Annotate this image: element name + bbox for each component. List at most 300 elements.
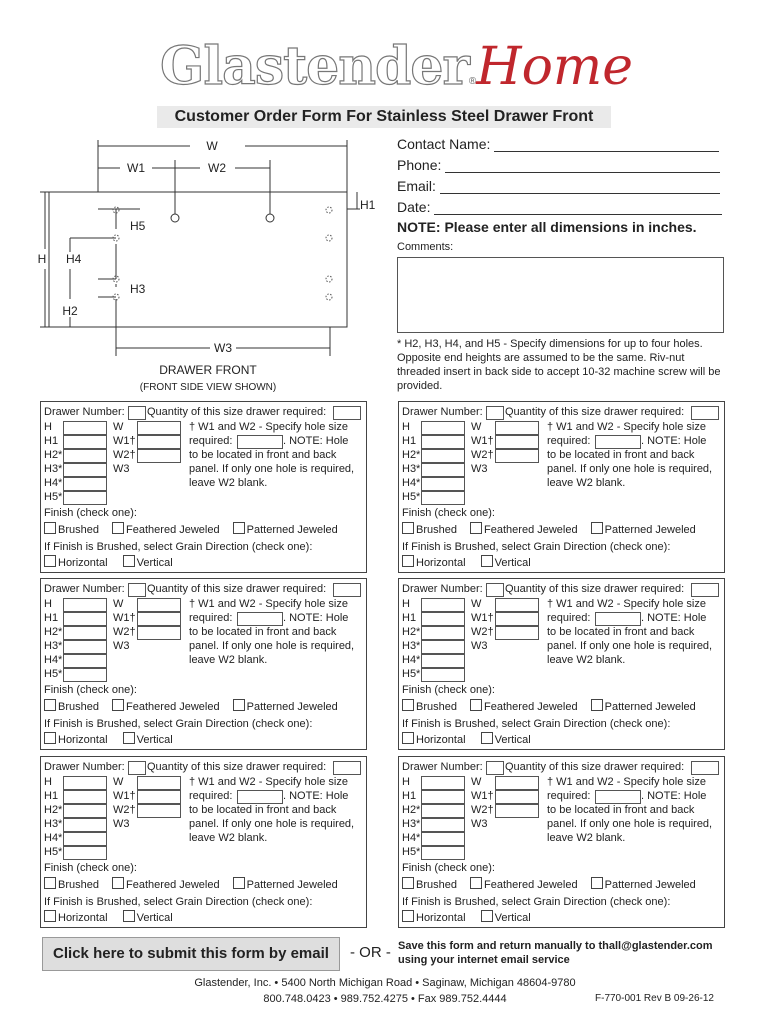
w2-field[interactable]	[495, 449, 539, 463]
order-block	[398, 578, 725, 750]
drawer-number-field[interactable]	[486, 761, 504, 775]
hole-note-2a: required:	[547, 612, 591, 624]
finish-brushed-label: Brushed	[58, 701, 99, 713]
w2-field[interactable]	[137, 626, 181, 640]
h3-field[interactable]	[421, 818, 465, 832]
grain-horizontal-label: Horizontal	[58, 557, 108, 569]
h4-field[interactable]	[63, 654, 107, 668]
h4-label: H4*	[44, 832, 63, 844]
w-label: W	[113, 421, 124, 433]
grain-vertical-checkbox[interactable]	[481, 910, 493, 922]
h4-field[interactable]	[63, 477, 107, 491]
w3-label: W3	[113, 640, 130, 652]
w1-label: W1†	[471, 435, 494, 447]
w1-field[interactable]	[137, 435, 181, 449]
finish-label: Finish (check one):	[44, 507, 137, 519]
h3-field[interactable]	[421, 463, 465, 477]
grain-vertical-checkbox[interactable]	[481, 555, 493, 567]
hole-note-1: † W1 and W2 - Specify hole size	[547, 421, 706, 433]
h-field[interactable]	[421, 598, 465, 612]
w2-label: W2†	[471, 449, 494, 461]
h4-field[interactable]	[421, 477, 465, 491]
drawer-number-label: Drawer Number:	[402, 406, 483, 418]
finish-patterned-label: Patterned Jeweled	[604, 524, 696, 536]
grain-vertical-checkbox[interactable]	[123, 910, 135, 922]
h1-label: H1	[44, 790, 59, 802]
drawer-number-label: Drawer Number:	[402, 583, 483, 595]
grain-vertical-checkbox[interactable]	[123, 732, 135, 744]
w1-label: W1†	[471, 790, 494, 802]
date-row	[397, 199, 722, 215]
grain-horizontal-checkbox[interactable]	[402, 910, 414, 922]
quantity-label: Quantity of this size drawer required:	[505, 583, 685, 595]
h1-label: H1	[44, 435, 59, 447]
hole-note-2b: . NOTE: Hole	[283, 790, 349, 802]
h5-field[interactable]	[421, 846, 465, 860]
submit-email-button[interactable]: Click here to submit this form by email	[42, 937, 340, 971]
w1-field[interactable]	[495, 612, 539, 626]
email-row	[397, 178, 720, 194]
finish-feathered-label: Feathered Jeweled	[126, 701, 220, 713]
h4-label: H4*	[402, 832, 421, 844]
hole-note-4: panel. If only one hole is required,	[189, 640, 355, 652]
finish-feathered-label: Feathered Jeweled	[484, 879, 578, 891]
finish-patterned-label: Patterned Jeweled	[246, 879, 338, 891]
phone-label: Phone:	[397, 157, 442, 173]
w-field[interactable]	[137, 421, 181, 435]
contact-name-field[interactable]	[494, 137, 719, 152]
quantity-field[interactable]	[691, 583, 719, 597]
drawer-number-field[interactable]	[128, 406, 146, 420]
label-h5: H5	[130, 219, 146, 233]
finish-brushed-checkbox[interactable]	[402, 522, 414, 534]
drawer-number-label: Drawer Number:	[44, 406, 125, 418]
hole-right-2	[326, 235, 332, 241]
hole-note-3: to be located in front and back	[189, 626, 337, 638]
grain-vertical-checkbox[interactable]	[481, 732, 493, 744]
h5-field[interactable]	[63, 491, 107, 505]
order-block	[40, 578, 367, 750]
hole-note-2a: required:	[189, 790, 233, 802]
quantity-field[interactable]	[333, 406, 361, 420]
finish-patterned-label: Patterned Jeweled	[604, 701, 696, 713]
label-w3: W3	[214, 341, 232, 355]
finish-patterned-checkbox[interactable]	[591, 522, 603, 534]
order-block	[40, 756, 367, 928]
grain-horizontal-label: Horizontal	[58, 734, 108, 746]
dimension-note: NOTE: Please enter all dimensions in inches.	[397, 219, 697, 235]
h1-field[interactable]	[63, 435, 107, 449]
h5-label: H5*	[44, 668, 63, 680]
finish-patterned-label: Patterned Jeweled	[246, 701, 338, 713]
finish-feathered-label: Feathered Jeweled	[484, 524, 578, 536]
finish-label: Finish (check one):	[402, 862, 495, 874]
hole-note-3: to be located in front and back	[547, 449, 695, 461]
grain-label: If Finish is Brushed, select Grain Direction (check one):	[44, 541, 313, 553]
h1-label: H1	[402, 790, 417, 802]
h5-label: H5*	[402, 668, 421, 680]
h5-field[interactable]	[63, 668, 107, 682]
grain-vertical-label: Vertical	[494, 912, 531, 924]
w1-field[interactable]	[137, 612, 181, 626]
w2-field[interactable]	[137, 449, 181, 463]
finish-feathered-checkbox[interactable]	[470, 877, 482, 889]
h3-label: H3*	[402, 463, 421, 475]
grain-label: If Finish is Brushed, select Grain Direction (check one):	[402, 718, 671, 730]
finish-feathered-checkbox[interactable]	[112, 699, 124, 711]
label-w1: W1	[127, 161, 145, 175]
grain-horizontal-checkbox[interactable]	[44, 732, 56, 744]
hole-w2	[266, 214, 274, 222]
finish-brushed-label: Brushed	[58, 524, 99, 536]
h2-label: H2*	[44, 626, 63, 638]
label-h: H	[37, 252, 47, 266]
w1-label: W1†	[471, 612, 494, 624]
h4-label: H4*	[44, 654, 63, 666]
h2-field[interactable]	[63, 626, 107, 640]
form-id: F-770-001 Rev B 09-26-12	[595, 993, 714, 1004]
w3-label: W3	[471, 463, 488, 475]
h2-label: H2*	[44, 449, 63, 461]
hole-size-field[interactable]	[595, 790, 641, 804]
w-label: W	[113, 776, 124, 788]
hole-note-5: leave W2 blank.	[189, 654, 268, 666]
grain-horizontal-label: Horizontal	[58, 912, 108, 924]
finish-brushed-checkbox[interactable]	[402, 699, 414, 711]
order-block	[40, 401, 367, 573]
grain-label: If Finish is Brushed, select Grain Direction (check one):	[44, 718, 313, 730]
w1-label: W1†	[113, 790, 136, 802]
order-block	[398, 401, 725, 573]
hole-size-field[interactable]	[237, 435, 283, 449]
h5-field[interactable]	[63, 846, 107, 860]
label-h1: H1	[360, 198, 376, 212]
quantity-label: Quantity of this size drawer required:	[505, 761, 685, 773]
email-field[interactable]	[440, 179, 720, 194]
h2-field[interactable]	[421, 804, 465, 818]
w1-label: W1†	[113, 612, 136, 624]
logo-glastender: Glastender	[160, 36, 469, 97]
w-label: W	[471, 598, 482, 610]
finish-label: Finish (check one):	[44, 862, 137, 874]
hole-note-1: † W1 and W2 - Specify hole size	[189, 421, 348, 433]
finish-feathered-label: Feathered Jeweled	[126, 879, 220, 891]
h2-field[interactable]	[63, 449, 107, 463]
drawer-number-field[interactable]	[128, 583, 146, 597]
label-h2: H2	[62, 304, 78, 318]
grain-vertical-label: Vertical	[136, 734, 173, 746]
drawer-front-outline	[49, 192, 347, 327]
drawer-number-field[interactable]	[128, 761, 146, 775]
h-label: H	[44, 421, 52, 433]
h1-label: H1	[402, 612, 417, 624]
h1-field[interactable]	[421, 790, 465, 804]
hole-note-2b: . NOTE: Hole	[641, 790, 707, 802]
finish-patterned-checkbox[interactable]	[591, 877, 603, 889]
hole-note-1: † W1 and W2 - Specify hole size	[547, 598, 706, 610]
hole-note-5: leave W2 blank.	[547, 832, 626, 844]
h5-field[interactable]	[421, 668, 465, 682]
h-field[interactable]	[421, 421, 465, 435]
grain-vertical-label: Vertical	[136, 557, 173, 569]
hole-note-2b: . NOTE: Hole	[283, 435, 349, 447]
w2-field[interactable]	[137, 804, 181, 818]
w1-label: W1†	[113, 435, 136, 447]
diagram-caption: DRAWER FRONT	[159, 363, 257, 377]
logo	[160, 36, 634, 97]
h4-label: H4*	[402, 477, 421, 489]
h-label: H	[44, 598, 52, 610]
quantity-field[interactable]	[333, 583, 361, 597]
h3-field[interactable]	[63, 818, 107, 832]
order-block	[398, 756, 725, 928]
label-w2: W2	[208, 161, 226, 175]
date-field[interactable]	[434, 200, 722, 215]
hole-note-5: leave W2 blank.	[547, 654, 626, 666]
hole-note-4: panel. If only one hole is required,	[547, 640, 713, 652]
w-field[interactable]	[137, 776, 181, 790]
h-label: H	[44, 776, 52, 788]
hole-note-3: to be located in front and back	[189, 804, 337, 816]
w2-label: W2†	[113, 449, 136, 461]
w3-label: W3	[471, 640, 488, 652]
h3-label: H3*	[402, 818, 421, 830]
h-field[interactable]	[63, 776, 107, 790]
w-label: W	[113, 598, 124, 610]
hole-size-field[interactable]	[595, 612, 641, 626]
h3-label: H3*	[44, 818, 63, 830]
grain-horizontal-checkbox[interactable]	[44, 555, 56, 567]
comments-field[interactable]	[397, 257, 724, 333]
quantity-label: Quantity of this size drawer required:	[147, 583, 327, 595]
h3-field[interactable]	[63, 640, 107, 654]
finish-feathered-label: Feathered Jeweled	[126, 524, 220, 536]
w3-label: W3	[471, 818, 488, 830]
grain-vertical-label: Vertical	[136, 912, 173, 924]
hole-w1	[171, 214, 179, 222]
h4-field[interactable]	[421, 832, 465, 846]
hole-note-4: panel. If only one hole is required,	[189, 463, 355, 475]
w2-field[interactable]	[495, 804, 539, 818]
h4-field[interactable]	[63, 832, 107, 846]
hole-note-2b: . NOTE: Hole	[641, 612, 707, 624]
email-label: Email:	[397, 178, 436, 194]
h4-field[interactable]	[421, 654, 465, 668]
h3-label: H3*	[402, 640, 421, 652]
finish-brushed-checkbox[interactable]	[44, 522, 56, 534]
w3-label: W3	[113, 818, 130, 830]
w-field[interactable]	[495, 776, 539, 790]
h1-field[interactable]	[421, 435, 465, 449]
hole-note-5: leave W2 blank.	[547, 477, 626, 489]
finish-patterned-label: Patterned Jeweled	[604, 879, 696, 891]
h1-label: H1	[402, 435, 417, 447]
h-field[interactable]	[63, 421, 107, 435]
grain-horizontal-checkbox[interactable]	[44, 910, 56, 922]
hole-size-field[interactable]	[237, 790, 283, 804]
quantity-label: Quantity of this size drawer required:	[147, 406, 327, 418]
phone-field[interactable]	[445, 158, 720, 173]
hole-size-field[interactable]	[595, 435, 641, 449]
hole-note-2a: required:	[189, 612, 233, 624]
hole-right-1	[326, 207, 332, 213]
h-field[interactable]	[63, 598, 107, 612]
label-h3: H3	[130, 282, 146, 296]
finish-brushed-label: Brushed	[416, 524, 457, 536]
w1-field[interactable]	[495, 790, 539, 804]
h2-field[interactable]	[421, 449, 465, 463]
page-title: Customer Order Form For Stainless Steel Drawer Front	[174, 108, 594, 125]
hole-note-2b: . NOTE: Hole	[283, 612, 349, 624]
h4-label: H4*	[44, 477, 63, 489]
h-label: H	[402, 776, 410, 788]
grain-label: If Finish is Brushed, select Grain Direction (check one):	[402, 541, 671, 553]
drawer-number-field[interactable]	[486, 406, 504, 420]
w-label: W	[471, 776, 482, 788]
quantity-label: Quantity of this size drawer required:	[505, 406, 685, 418]
w2-field[interactable]	[495, 626, 539, 640]
h2-label: H2*	[402, 449, 421, 461]
hole-note-3: to be located in front and back	[547, 804, 695, 816]
hole-size-field[interactable]	[237, 612, 283, 626]
label-w: W	[206, 139, 218, 153]
h4-label: H4*	[402, 654, 421, 666]
hole-note-2b: . NOTE: Hole	[641, 435, 707, 447]
comments-label: Comments:	[397, 241, 454, 253]
finish-patterned-checkbox[interactable]	[233, 522, 245, 534]
h-field[interactable]	[421, 776, 465, 790]
w-label: W	[471, 421, 482, 433]
finish-patterned-checkbox[interactable]	[233, 699, 245, 711]
hole-right-3	[326, 276, 332, 282]
drawer-number-label: Drawer Number:	[44, 761, 125, 773]
w1-field[interactable]	[495, 435, 539, 449]
finish-feathered-checkbox[interactable]	[112, 522, 124, 534]
w2-label: W2†	[471, 804, 494, 816]
logo-home: Home	[476, 37, 634, 97]
finish-feathered-checkbox[interactable]	[470, 522, 482, 534]
h-label: H	[402, 421, 410, 433]
h2-label: H2*	[44, 804, 63, 816]
w-field[interactable]	[495, 421, 539, 435]
h5-label: H5*	[44, 846, 63, 858]
w2-label: W2†	[471, 626, 494, 638]
quantity-field[interactable]	[691, 406, 719, 420]
finish-patterned-label: Patterned Jeweled	[246, 524, 338, 536]
w2-label: W2†	[113, 804, 136, 816]
hole-note-3: to be located in front and back	[189, 449, 337, 461]
save-line-2: using your internet email service	[398, 954, 570, 966]
or-separator: - OR -	[350, 944, 391, 961]
finish-brushed-label: Brushed	[58, 879, 99, 891]
h1-field[interactable]	[63, 612, 107, 626]
finish-brushed-checkbox[interactable]	[44, 699, 56, 711]
grain-vertical-checkbox[interactable]	[123, 555, 135, 567]
drawer-diagram	[37, 134, 390, 399]
h2-label: H2*	[402, 804, 421, 816]
diagram-subcaption: (FRONT SIDE VIEW SHOWN)	[139, 382, 277, 393]
grain-label: If Finish is Brushed, select Grain Direction (check one):	[402, 896, 671, 908]
h2-field[interactable]	[421, 626, 465, 640]
finish-brushed-checkbox[interactable]	[44, 877, 56, 889]
finish-brushed-checkbox[interactable]	[402, 877, 414, 889]
label-h4: H4	[66, 252, 82, 266]
hole-right-4	[326, 294, 332, 300]
grain-horizontal-checkbox[interactable]	[402, 555, 414, 567]
drawer-number-label: Drawer Number:	[44, 583, 125, 595]
save-instructions	[398, 939, 728, 967]
h3-label: H3*	[44, 463, 63, 475]
grain-horizontal-checkbox[interactable]	[402, 732, 414, 744]
hole-note-1: † W1 and W2 - Specify hole size	[189, 598, 348, 610]
logo-registered: ®	[468, 76, 477, 87]
h5-label: H5*	[402, 491, 421, 503]
quantity-field[interactable]	[333, 761, 361, 775]
quantity-label: Quantity of this size drawer required:	[147, 761, 327, 773]
h3-label: H3*	[44, 640, 63, 652]
phone-row	[397, 157, 720, 173]
h2-label: H2*	[402, 626, 421, 638]
date-label: Date:	[397, 199, 431, 215]
hole-note-5: leave W2 blank.	[189, 477, 268, 489]
h-label: H	[402, 598, 410, 610]
hole-note-5: leave W2 blank.	[189, 832, 268, 844]
finish-label: Finish (check one):	[44, 684, 137, 696]
h5-field[interactable]	[421, 491, 465, 505]
hole-note-1: † W1 and W2 - Specify hole size	[189, 776, 348, 788]
drawer-number-label: Drawer Number:	[402, 761, 483, 773]
grain-vertical-label: Vertical	[494, 557, 531, 569]
h2-field[interactable]	[63, 804, 107, 818]
h1-label: H1	[44, 612, 59, 624]
w2-label: W2†	[113, 626, 136, 638]
footer-phones: 800.748.0423 • 989.752.4275 • Fax 989.752.4444	[263, 993, 507, 1005]
contact-name-row	[397, 136, 719, 152]
hole-note-2a: required:	[547, 790, 591, 802]
footer-address: Glastender, Inc. • 5400 North Michigan Road • Saginaw, Michigan 48604-9780	[194, 977, 576, 989]
finish-feathered-checkbox[interactable]	[112, 877, 124, 889]
h3-field[interactable]	[421, 640, 465, 654]
finish-feathered-label: Feathered Jeweled	[484, 701, 578, 713]
finish-patterned-checkbox[interactable]	[591, 699, 603, 711]
hole-note-2a: required:	[547, 435, 591, 447]
h5-label: H5*	[44, 491, 63, 503]
grain-horizontal-label: Horizontal	[416, 912, 466, 924]
save-line-1: Save this form and return manually to thall@glastender.com	[398, 940, 713, 952]
w-field[interactable]	[137, 598, 181, 612]
hole-note-4: panel. If only one hole is required,	[547, 463, 713, 475]
finish-patterned-checkbox[interactable]	[233, 877, 245, 889]
h1-field[interactable]	[63, 790, 107, 804]
hole-note-1: † W1 and W2 - Specify hole size	[547, 776, 706, 788]
hole-note-4: panel. If only one hole is required,	[189, 818, 355, 830]
finish-label: Finish (check one):	[402, 684, 495, 696]
w-field[interactable]	[495, 598, 539, 612]
grain-vertical-label: Vertical	[494, 734, 531, 746]
quantity-field[interactable]	[691, 761, 719, 775]
hole-note-2a: required:	[189, 435, 233, 447]
footnote: * H2, H3, H4, and H5 - Specify dimensions for up to four holes. Opposite end heights are assumed to be the same. Riv-nut threaded insert in back side to accept 10-32 machine screw will be provided.	[397, 338, 721, 392]
finish-feathered-checkbox[interactable]	[470, 699, 482, 711]
finish-brushed-label: Brushed	[416, 701, 457, 713]
drawer-number-field[interactable]	[486, 583, 504, 597]
hole-note-3: to be located in front and back	[547, 626, 695, 638]
grain-label: If Finish is Brushed, select Grain Direction (check one):	[44, 896, 313, 908]
h1-field[interactable]	[421, 612, 465, 626]
w1-field[interactable]	[137, 790, 181, 804]
h3-field[interactable]	[63, 463, 107, 477]
grain-horizontal-label: Horizontal	[416, 734, 466, 746]
